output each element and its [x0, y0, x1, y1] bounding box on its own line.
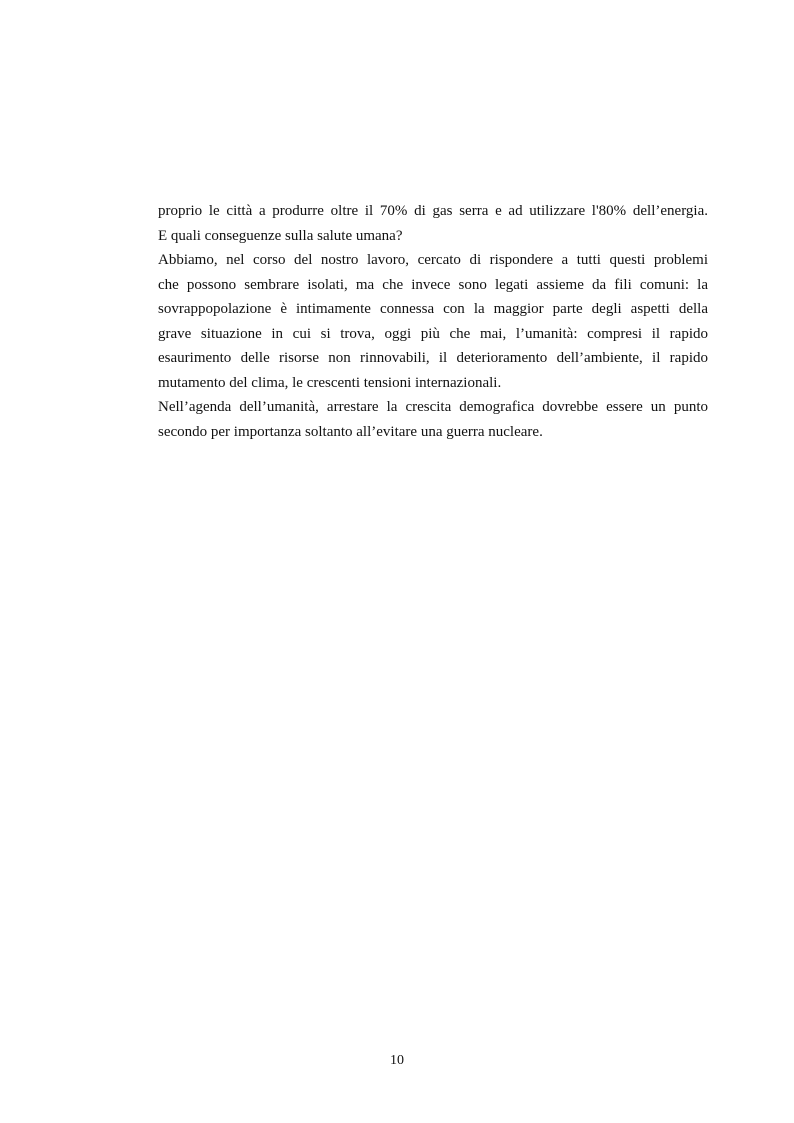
- text-line: che possono sembrare isolati, ma che invece sono legati assieme da fili comuni: la: [158, 276, 708, 293]
- text-line: esaurimento delle risorse non rinnovabili, il deterioramento dell’ambiente, il rapido: [158, 350, 708, 366]
- text-line: Abbiamo, nel corso del nostro lavoro, cercato di rispondere a tutti questi problemi: [158, 252, 708, 268]
- text-line: sovrappopolazione è intimamente connessa con la maggior parte degli aspetti della: [158, 301, 708, 317]
- text-line: mutamento del clima, le crescenti tensioni internazionali.: [158, 374, 502, 391]
- text-line: E quali conseguenze sulla salute umana?: [158, 227, 403, 244]
- text-line: grave situazione in cui si trova, oggi più che mai, l’umanità: compresi il rapido: [158, 325, 708, 342]
- body-text: [158, 199, 708, 444]
- text-line: secondo per importanza soltanto all’evitare una guerra nucleare.: [158, 423, 543, 440]
- page-number: 10: [390, 1053, 404, 1068]
- text-line: proprio le città a produrre oltre il 70% di gas serra e ad utilizzare l'80% dell’energia.: [158, 203, 708, 219]
- text-line: Nell’agenda dell’umanità, arrestare la crescita demografica dovrebbe essere un punto: [158, 399, 708, 415]
